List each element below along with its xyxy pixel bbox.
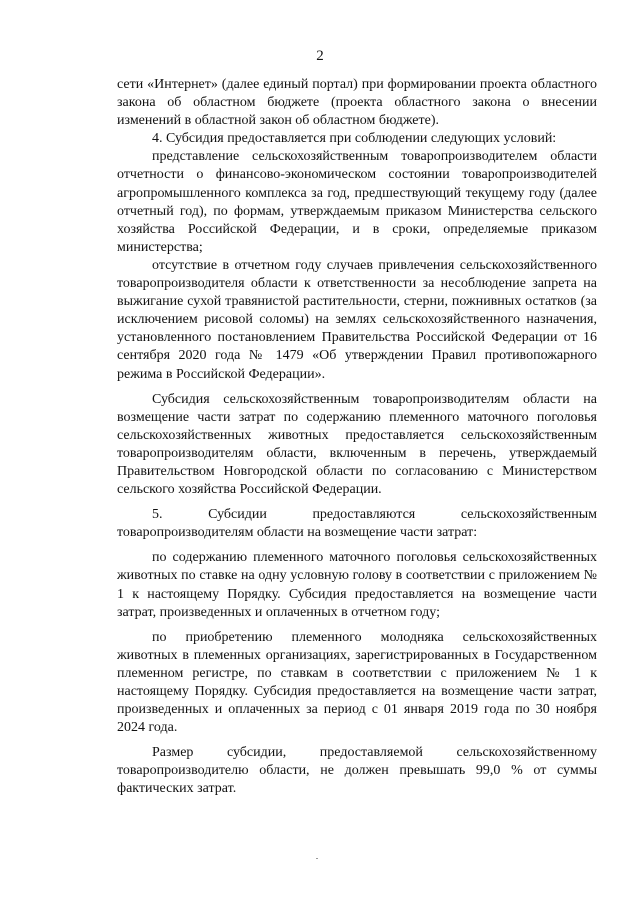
paragraph-portal-continuation: сети «Интернет» (далее единый портал) при формировании проекта областного закона об областном бюджете (проекта областного закона о внесении изменений в областной закон об областном бюджете). [117,77,597,129]
page-number: 2 [316,48,324,64]
paragraph-subsidy-limit: Размер субсидии, предоставляемой сельскохозяйственному товаропроизводителю области, не должен превышать 99,0 % от суммы фактических затрат. [117,745,597,797]
document-body [117,76,597,799]
paragraph-subsidy-recipients: Субсидия сельскохозяйственным товаропроизводителям области на возмещение части затрат по содержанию племенного маточного поголовья сельскохозяйственных животных предоставляется сельскохозяйственным товаропроизводителям области, включенным в перечень, утверждаемый Правительством Новгородской области по согласованию с Министерством сельского хозяйства Российской Федерации. [117,391,597,498]
paragraph-purchase-young-stock: по приобретению племенного молодняка сельскохозяйственных животных в племенных организациях, зарегистрированных в Государственном племенном регистре, по ставкам в соответствии с приложением № 1 к настоящему Порядку. Субсидия предоставляется на возмещение части затрат, произведенных и оплаченных за период с 01 января 2019 года по 30 ноября 2024 года. [117,629,597,736]
scan-artifact [316,858,318,859]
paragraph-clause-4: 4. Субсидия предоставляется при соблюдении следующих условий: [152,131,557,147]
paragraph-condition-reporting: представление сельскохозяйственным товаропроизводителем области отчетности о финансово-экономическом состоянии товаропроизводителей агропромышленного комплекса за год, предшествующий текущему году (далее отчетный год), по формам, утверждаемым приказом Министерства сельского хозяйства Российской Федерации, и в сроки, определяемые приказом министерства; [117,149,597,255]
paragraph-maintenance-livestock: по содержанию племенного маточного поголовья сельскохозяйственных животных по ставке на одну условную голову в соответствии с приложением № 1 к настоящему Порядку. Субсидия предоставляется на возмещение части затрат, произведенных и оплаченных в отчетном году; [117,550,597,620]
paragraph-condition-no-burning: отсутствие в отчетном году случаев привлечения сельскохозяйственного товаропроизводителя области к ответственности за несоблюдение запрета на выжигание сухой травянистой растительности, стерни, пожнивных остатков (за исключением рисовой соломы) на землях сельскохозяйственного назначения, установленного постановлением Правительства Российской Федерации от 16 сентября 2020 года № 1479 «Об утверждении Правил противопожарного режима в Российской Федерации». [117,257,597,382]
paragraph-clause-5: 5. Субсидии предоставляются сельскохозяйственным товаропроизводителям области на возмещение части затрат: [117,507,597,541]
